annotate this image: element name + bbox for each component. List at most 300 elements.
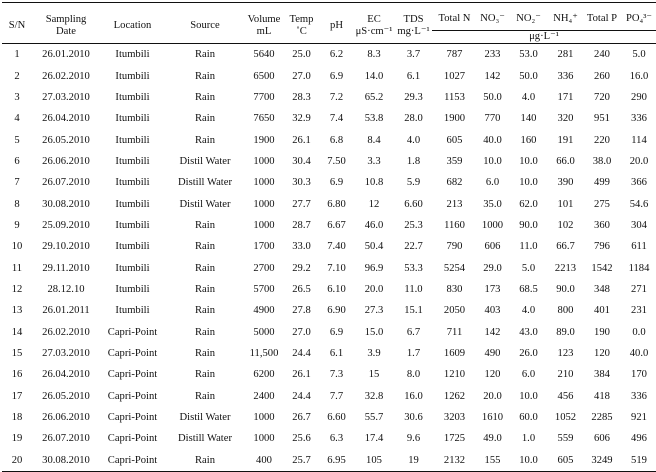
cell-no2: 68.5 [519,283,538,295]
cell-tds: 3.7 [406,49,421,61]
cell-ph: 6.95 [327,454,346,466]
cell-source: Rain [194,454,215,466]
cell-source: Rain [194,134,215,146]
cell-volume: 2700 [253,262,275,274]
cell-location: Itumbili [115,134,150,146]
cell-sn: 10 [11,241,23,253]
cell-total-n: 1262 [443,390,466,402]
cell-tds: 4.0 [406,134,421,146]
cell-sampling-date: 26.02.2010 [42,70,90,82]
cell-po4: 336 [631,113,647,125]
header-unit: μg·L⁻¹ [432,31,656,44]
cell-ph: 7.40 [327,241,346,253]
header-total-p: Total P [586,13,618,24]
cell-no3: 142 [484,70,501,82]
cell-total-n: 830 [446,283,463,295]
cell-sn: 20 [11,454,23,466]
cell-total-n: 605 [446,134,463,146]
cell-volume: 1900 [253,134,275,146]
cell-po4: 921 [631,412,647,424]
cell-po4: 290 [631,91,647,103]
cell-ph: 6.8 [329,134,344,146]
cell-location: Itumbili [115,305,150,317]
cell-temp: 27.0 [292,326,311,338]
cell-volume: 1000 [253,177,275,189]
cell-tds: 6.1 [406,70,421,82]
cell-po4: 304 [631,219,647,231]
cell-location: Itumbili [115,91,150,103]
cell-sampling-date: 26.02.2010 [42,326,90,338]
cell-po4: 16.0 [629,70,649,82]
cell-sn: 18 [11,412,23,424]
cell-ph: 6.9 [329,177,344,189]
cell-ec: 17.4 [364,433,384,445]
cell-ph: 7.50 [327,155,346,167]
cell-no3: 1610 [481,412,504,424]
cell-nh4: 123 [557,347,574,359]
cell-ec: 32.8 [364,390,384,402]
cell-sn: 11 [11,262,23,274]
cell-total-n: 1609 [443,347,466,359]
cell-sampling-date: 26.04.2010 [42,113,90,125]
cell-no3: 403 [484,305,501,317]
cell-sn: 7 [14,177,20,189]
cell-sn: 16 [11,369,23,381]
cell-sampling-date: 30.08.2010 [42,198,90,210]
cell-volume: 400 [256,454,272,466]
cell-tds: 1.8 [406,155,421,167]
header-po4: PO₄³⁻ [625,13,652,24]
table-body [2,44,656,472]
table-row [2,450,656,472]
cell-no2: 4.0 [521,91,536,103]
cell-volume: 1000 [253,433,275,445]
table-row [2,172,656,193]
cell-ph: 6.9 [329,326,344,338]
cell-no3: 606 [484,241,501,253]
cell-source: Rain [194,305,215,317]
header-sampling-date: Sampling Date [45,13,87,37]
cell-no3: 120 [484,369,501,381]
cell-total-p: 1542 [591,262,613,274]
cell-ph: 6.1 [329,347,344,359]
cell-temp: 30.4 [292,155,311,167]
cell-temp: 24.4 [292,390,311,402]
water-quality-table [2,2,656,472]
cell-ec: 3.3 [367,155,381,167]
cell-tds: 25.3 [404,219,423,231]
cell-no3: 173 [484,283,501,295]
cell-no3: 10.0 [483,155,502,167]
cell-nh4: 66.7 [556,241,575,253]
cell-tds: 28.0 [404,113,423,125]
cell-tds: 8.0 [406,369,421,381]
header-no2: NO₂⁻ [516,13,541,24]
cell-po4: 231 [631,305,647,317]
cell-no3: 40.0 [483,134,502,146]
cell-sampling-date: 26.05.2010 [42,134,90,146]
cell-ec: 3.9 [367,347,381,359]
cell-sampling-date: 26.01.2010 [42,49,90,61]
cell-no2: 11.0 [519,241,538,253]
cell-tds: 15.1 [404,305,423,317]
cell-sn: 17 [11,390,23,402]
header-tds: TDS mg·L⁻¹ [397,13,430,37]
table-row [2,407,656,428]
cell-ph: 6.60 [327,412,346,424]
cell-total-p: 796 [594,241,610,253]
cell-ph: 6.67 [327,219,346,231]
cell-no2: 6.0 [521,369,536,381]
cell-po4: 1184 [628,262,650,274]
cell-po4: 336 [631,390,647,402]
cell-total-p: 38.0 [592,155,612,167]
cell-ph: 7.4 [329,113,344,125]
cell-volume: 5000 [253,326,275,338]
cell-total-n: 5254 [443,262,466,274]
header-ph: pH [330,19,343,31]
cell-source: Distil Water [179,198,231,210]
cell-sampling-date: 28.12.10 [47,283,85,295]
cell-temp: 27.8 [292,305,311,317]
header-no3: NO₃⁻ [480,13,505,24]
table-row [2,257,656,278]
cell-source: Rain [194,326,215,338]
cell-volume: 4900 [253,305,275,317]
cell-tds: 53.3 [404,262,423,274]
table-row [2,129,656,150]
cell-sampling-date: 26.04.2010 [42,369,90,381]
cell-sn: 3 [14,91,20,103]
cell-total-p: 260 [594,70,610,82]
cell-nh4: 456 [557,390,574,402]
cell-total-n: 1160 [444,219,465,231]
cell-total-p: 2285 [591,412,613,424]
cell-no3: 35.0 [483,198,502,210]
cell-total-n: 787 [446,49,463,61]
cell-no2: 10.0 [519,177,538,189]
cell-volume: 7650 [253,113,275,125]
cell-source: Rain [194,113,215,125]
cell-volume: 6200 [253,369,275,381]
cell-sampling-date: 25.09.2010 [42,219,90,231]
cell-sampling-date: 26.05.2010 [42,390,90,402]
table-row [2,321,656,342]
cell-volume: 1000 [253,198,275,210]
cell-po4: 271 [631,283,647,295]
cell-volume: 1000 [253,412,275,424]
cell-source: Distill Water [178,177,232,189]
cell-nh4: 191 [557,134,574,146]
cell-ec: 65.2 [364,91,384,103]
cell-source: Rain [194,241,215,253]
cell-source: Rain [194,262,215,274]
cell-volume: 1000 [253,155,275,167]
cell-sampling-date: 26.06.2010 [42,412,90,424]
cell-ph: 7.7 [329,390,344,402]
cell-volume: 7700 [253,91,275,103]
cell-location: Itumbili [115,113,150,125]
cell-no2: 53.0 [519,49,538,61]
cell-total-p: 499 [594,177,610,189]
cell-ec: 15.0 [364,326,384,338]
cell-tds: 1.7 [406,347,421,359]
cell-ec: 8.4 [367,134,381,146]
cell-sampling-date: 27.03.2010 [42,347,90,359]
cell-po4: 40.0 [629,347,649,359]
cell-volume: 5700 [253,283,275,295]
table-row [2,386,656,407]
cell-no2: 1.0 [521,433,536,445]
cell-nh4: 559 [557,433,574,445]
table-row [2,108,656,129]
cell-temp: 29.2 [292,262,311,274]
table-row [2,236,656,257]
header-ec: EC μS·cm⁻¹ [355,13,393,37]
cell-temp: 30.3 [292,177,311,189]
cell-total-n: 3203 [443,412,466,424]
cell-total-p: 401 [594,305,610,317]
cell-location: Capri-Point [107,433,158,445]
cell-sampling-date: 29.11.2010 [42,262,90,274]
cell-no2: 50.0 [519,70,538,82]
cell-temp: 33.0 [292,241,311,253]
cell-total-p: 190 [594,326,610,338]
cell-location: Itumbili [115,49,150,61]
cell-ph: 6.3 [329,433,344,445]
cell-no2: 43.0 [519,326,538,338]
cell-location: Itumbili [115,283,150,295]
cell-temp: 25.6 [292,433,311,445]
cell-volume: 1000 [253,219,275,231]
cell-tds: 5.9 [406,177,421,189]
cell-sn: 4 [14,113,20,125]
cell-ph: 7.3 [329,369,344,381]
cell-source: Rain [194,283,215,295]
cell-no2: 10.0 [519,454,538,466]
cell-location: Capri-Point [107,390,158,402]
cell-po4: 20.0 [629,155,649,167]
cell-po4: 611 [631,241,647,253]
cell-sn: 15 [11,347,23,359]
cell-sn: 1 [14,49,20,61]
cell-total-p: 360 [594,219,610,231]
cell-ec: 53.8 [364,113,384,125]
cell-total-n: 359 [446,155,463,167]
cell-no3: 142 [484,326,501,338]
cell-ec: 55.7 [364,412,384,424]
cell-volume: 11,500 [249,347,279,359]
cell-total-p: 240 [594,49,610,61]
cell-po4: 0.0 [632,326,646,338]
cell-ec: 105 [366,454,382,466]
cell-location: Itumbili [115,198,150,210]
cell-sampling-date: 26.07.2010 [42,433,90,445]
cell-tds: 29.3 [404,91,423,103]
cell-volume: 2400 [253,390,275,402]
cell-ph: 6.9 [329,70,344,82]
table-row [2,428,656,449]
cell-po4: 366 [631,177,647,189]
cell-source: Rain [194,70,215,82]
cell-sn: 9 [14,219,20,231]
cell-nh4: 66.0 [556,155,575,167]
cell-ph: 6.10 [327,283,346,295]
cell-sampling-date: 26.01.2011 [42,305,90,317]
cell-sampling-date: 26.07.2010 [42,177,90,189]
cell-total-n: 1900 [443,113,466,125]
cell-total-p: 120 [594,347,610,359]
cell-temp: 32.9 [292,113,311,125]
cell-source: Rain [194,390,215,402]
cell-nh4: 101 [557,198,574,210]
header-location: Location [113,19,152,31]
cell-no2: 5.0 [521,262,536,274]
cell-total-p: 3249 [591,454,613,466]
header-volume: Volume mL [247,13,281,37]
cell-ec: 20.0 [364,283,384,295]
cell-source: Distill Water [178,433,232,445]
cell-nh4: 336 [557,70,574,82]
cell-ec: 96.9 [364,262,384,274]
cell-ph: 6.2 [329,49,344,61]
cell-ph: 6.90 [327,305,346,317]
cell-total-n: 2132 [443,454,466,466]
cell-tds: 19 [408,454,419,466]
cell-location: Capri-Point [107,326,158,338]
cell-source: Rain [194,219,215,231]
cell-location: Capri-Point [107,369,158,381]
cell-tds: 16.0 [404,390,423,402]
cell-total-p: 606 [594,433,610,445]
cell-ec: 15 [368,369,380,381]
cell-no3: 20.0 [483,390,502,402]
cell-sampling-date: 29.10.2010 [42,241,90,253]
cell-tds: 30.6 [404,412,423,424]
cell-sn: 13 [11,305,23,317]
cell-po4: 496 [631,433,647,445]
cell-tds: 11.0 [404,283,423,295]
header-sn: S/N [8,19,26,31]
cell-ec: 50.4 [364,241,384,253]
cell-nh4: 171 [557,91,574,103]
cell-location: Capri-Point [107,454,158,466]
table-row [2,300,656,321]
cell-no2: 62.0 [519,198,538,210]
cell-ec: 27.3 [364,305,384,317]
cell-tds: 6.60 [404,198,423,210]
cell-temp: 26.1 [292,369,311,381]
cell-location: Itumbili [115,262,150,274]
cell-temp: 26.1 [292,134,311,146]
cell-no3: 233 [484,49,501,61]
cell-total-n: 213 [446,198,463,210]
cell-total-n: 2050 [443,305,466,317]
cell-po4: 519 [631,454,647,466]
table-row [2,87,656,108]
cell-temp: 24.4 [292,347,311,359]
cell-nh4: 210 [557,369,574,381]
cell-no3: 1000 [481,219,504,231]
cell-nh4: 390 [557,177,574,189]
cell-ec: 12 [368,198,380,210]
header-row [2,3,656,31]
cell-total-n: 1153 [444,91,465,103]
cell-sampling-date: 26.06.2010 [42,155,90,167]
cell-no3: 50.0 [483,91,502,103]
cell-sampling-date: 30.08.2010 [42,454,90,466]
cell-total-p: 220 [594,134,610,146]
cell-temp: 25.0 [292,49,311,61]
cell-nh4: 605 [557,454,574,466]
cell-no3: 6.0 [485,177,500,189]
cell-location: Itumbili [115,70,150,82]
cell-ec: 8.3 [367,49,381,61]
table-row [2,364,656,385]
cell-location: Capri-Point [107,347,158,359]
table-row [2,151,656,172]
cell-temp: 28.3 [292,91,311,103]
cell-nh4: 800 [557,305,574,317]
cell-location: Itumbili [115,177,150,189]
cell-ec: 14.0 [364,70,384,82]
cell-location: Itumbili [115,219,150,231]
cell-total-p: 384 [594,369,610,381]
cell-source: Rain [194,369,215,381]
cell-sn: 2 [14,70,20,82]
cell-source: Distil Water [179,412,231,424]
cell-total-n: 1027 [443,70,466,82]
cell-sn: 8 [14,198,20,210]
cell-no3: 29.0 [483,262,502,274]
cell-nh4: 281 [557,49,574,61]
cell-total-p: 418 [594,390,610,402]
cell-po4: 114 [631,134,647,146]
cell-nh4: 89.0 [556,326,575,338]
cell-nh4: 1052 [554,412,577,424]
cell-total-n: 1725 [443,433,466,445]
cell-no2: 140 [520,113,537,125]
cell-ec: 10.8 [364,177,384,189]
cell-location: Itumbili [115,155,150,167]
table-row [2,44,656,66]
cell-no2: 10.0 [519,390,538,402]
cell-location: Capri-Point [107,412,158,424]
cell-nh4: 102 [557,219,574,231]
cell-temp: 27.7 [292,198,311,210]
table-row [2,215,656,236]
table-row [2,343,656,364]
table-row [2,279,656,300]
cell-tds: 22.7 [404,241,423,253]
cell-volume: 1700 [253,241,275,253]
cell-location: Itumbili [115,241,150,253]
cell-nh4: 90.0 [556,283,575,295]
cell-ph: 7.2 [329,91,344,103]
header-temp: Temp ˚C [289,13,314,37]
cell-tds: 6.7 [406,326,421,338]
cell-sn: 5 [14,134,20,146]
cell-ec: 46.0 [364,219,384,231]
cell-no3: 770 [484,113,501,125]
cell-ph: 7.10 [327,262,346,274]
cell-total-p: 720 [594,91,610,103]
cell-no3: 49.0 [483,433,502,445]
cell-sampling-date: 27.03.2010 [42,91,90,103]
cell-total-n: 790 [446,241,463,253]
cell-no3: 155 [484,454,501,466]
cell-sn: 14 [11,326,23,338]
